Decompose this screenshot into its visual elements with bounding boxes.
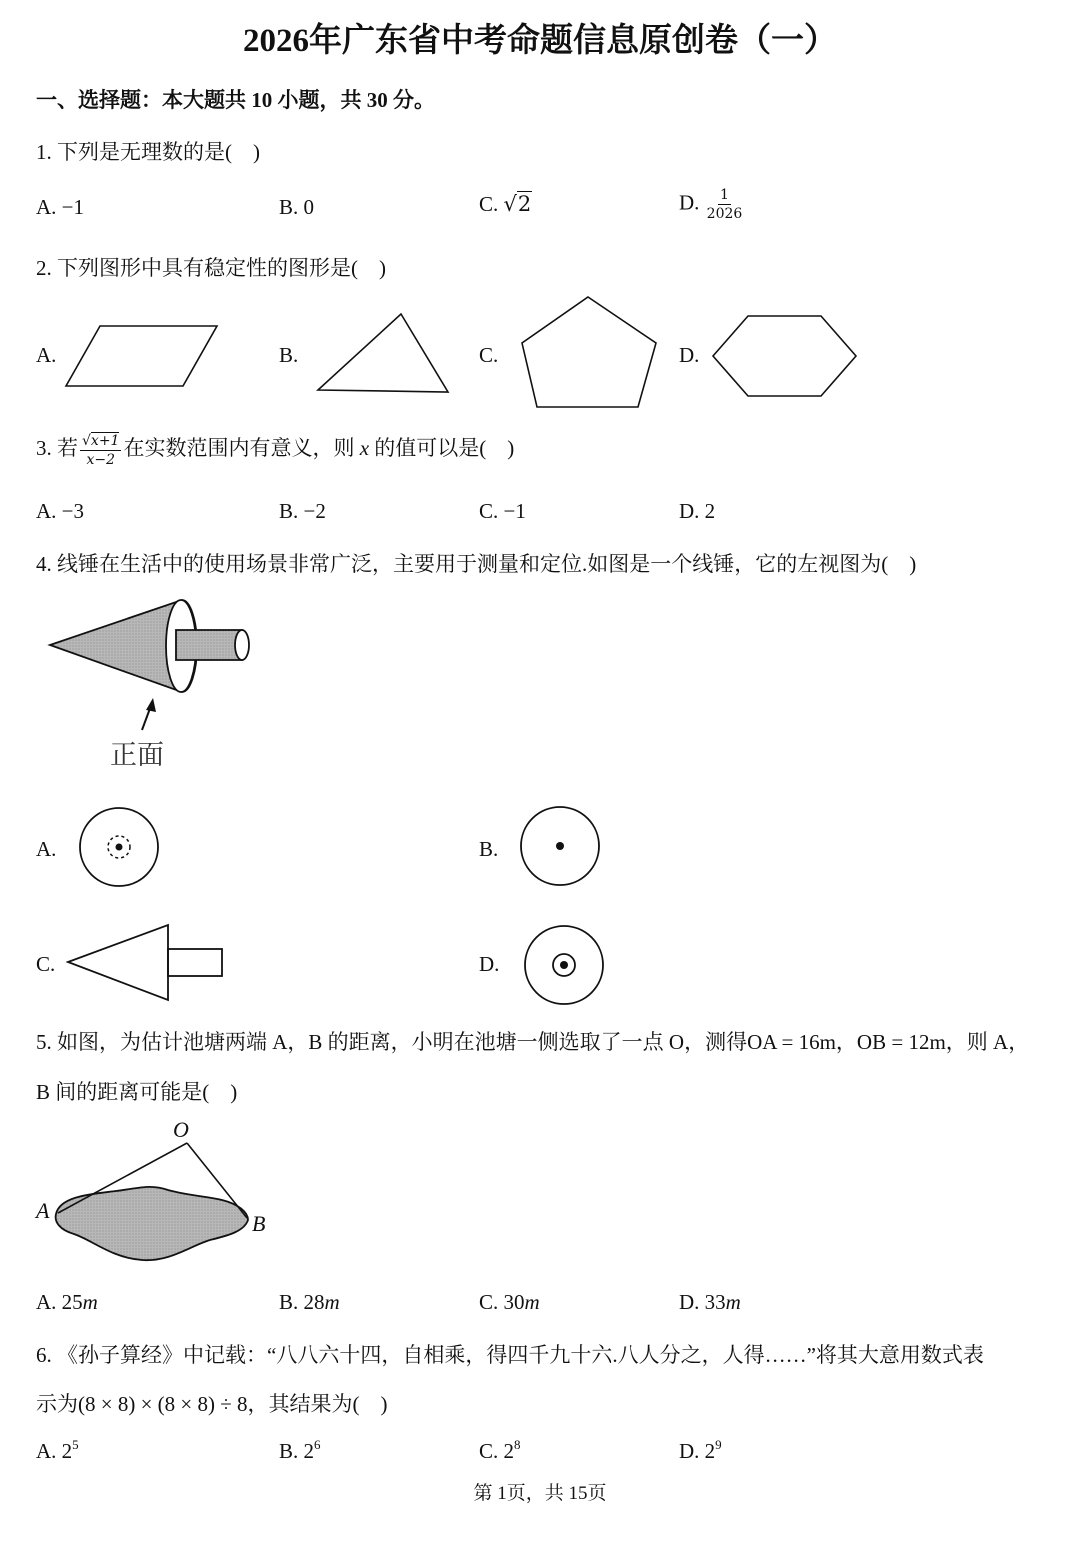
page-title: 2026年广东省中考命题信息原创卷（一） <box>243 23 837 59</box>
question-2-stem: 2. 下列图形中具有稳定性的图形是( ) <box>36 256 386 280</box>
point-b-label: B <box>252 1211 266 1236</box>
q5-option-b-label: B. 28 <box>279 1290 325 1314</box>
q5-option-c-label: C. 30 <box>479 1290 525 1314</box>
section-heading: 一、选择题：本大题共 10 小题，共 30 分。 <box>36 88 435 112</box>
q3-option-a: A. −3 <box>36 499 85 523</box>
sqrt-sign: √ <box>82 432 91 449</box>
q6-option-c <box>479 1439 521 1464</box>
q5-option-c <box>479 1290 540 1315</box>
q6-option-a <box>36 1439 79 1464</box>
page-footer: 第 1页，共 15页 <box>473 1483 607 1504</box>
q6-option-c-base: C. 2 <box>479 1439 515 1463</box>
q2-label-c: C. <box>479 343 499 367</box>
q3-option-c: C. −1 <box>479 499 526 523</box>
q6-option-b-base: B. 2 <box>279 1439 315 1463</box>
q5-option-d-label: D. 33 <box>679 1290 726 1314</box>
q2-label-b: B. <box>279 343 299 367</box>
q2-label-d: D. <box>679 343 700 367</box>
sqrt-expression: √2 <box>503 192 532 216</box>
fraction-numerator: 1 <box>720 187 729 203</box>
q4-label-c: C. <box>36 952 56 976</box>
q4-label-a: A. <box>36 837 57 861</box>
q3-variable: x <box>359 436 370 460</box>
q4-label-b: B. <box>479 837 499 861</box>
q5-option-a-label: A. 25 <box>36 1290 83 1314</box>
q1-option-a: A. −1 <box>36 195 85 219</box>
question-6-line-1: 6. 《孙子算经》中记载：“八八六十四，自相乘，得四千九十六.八人分之，人得……”将其大意用数式表 <box>36 1343 984 1367</box>
q1-c-radicand: 2 <box>517 192 532 216</box>
question-5-line-2: B 间的距离可能是( ) <box>36 1080 238 1104</box>
question-6-line-2: 示为(8 × 8) × (8 × 8) ÷ 8，其结果为( ) <box>36 1392 388 1416</box>
q5-option-d-unit: m <box>725 1290 741 1314</box>
front-label: 正面 <box>110 740 164 771</box>
q6-option-d-base: D. 2 <box>679 1439 716 1463</box>
q5-option-a-unit: m <box>82 1290 98 1314</box>
q6-option-b-exponent: 6 <box>314 1437 321 1452</box>
question-1-stem: 1. 下列是无理数的是( ) <box>36 140 260 164</box>
option-d-figure <box>525 926 603 1004</box>
point-o-label: O <box>173 1117 189 1142</box>
q3-prefix: 3. 若 <box>36 436 78 460</box>
q3-option-d: D. 2 <box>679 499 716 523</box>
q1-option-d-prefix: D. <box>679 190 700 215</box>
q6-option-a-exponent: 5 <box>72 1437 79 1452</box>
q5-option-b <box>279 1290 340 1315</box>
q3-option-b: B. −2 <box>279 499 326 523</box>
q1-option-c-prefix: C. <box>479 192 499 216</box>
q3-denominator: x−2 <box>86 451 115 468</box>
q4-label-d: D. <box>479 952 500 976</box>
q6-option-d-exponent: 9 <box>715 1437 722 1452</box>
q5-option-a <box>36 1290 98 1315</box>
q5-option-c-unit: m <box>524 1290 540 1314</box>
fraction-denominator: 2026 <box>706 206 743 222</box>
q5-option-b-unit: m <box>324 1290 340 1314</box>
pond-figure <box>0 0 300 1270</box>
q5-option-d <box>679 1290 741 1315</box>
q3-suffix-1: 在实数范围内有意义，则 <box>123 436 360 460</box>
option-b-figure <box>521 807 599 885</box>
question-5-line-1: 5. 如图，为估计池塘两端 A，B 的距离，小明在池塘一侧选取了一点 O，测得OA = 16m，OB = 12m，则 A， <box>36 1030 1030 1054</box>
q3-radicand: x+1 <box>90 432 120 449</box>
q6-option-d <box>679 1439 722 1464</box>
q6-option-c-exponent: 8 <box>514 1437 521 1452</box>
q6-option-b <box>279 1439 321 1464</box>
point-a-label: A <box>36 1198 50 1223</box>
q3-suffix-2: 的值可以是( ) <box>369 436 515 460</box>
question-4-stem: 4. 线锤在生活中的使用场景非常广泛，主要用于测量和定位.如图是一个线锤，它的左视图为( ) <box>36 552 917 576</box>
q2-label-a: A. <box>36 343 57 367</box>
q6-option-a-base: A. 2 <box>36 1439 73 1463</box>
q1-option-b: B. 0 <box>279 195 315 219</box>
